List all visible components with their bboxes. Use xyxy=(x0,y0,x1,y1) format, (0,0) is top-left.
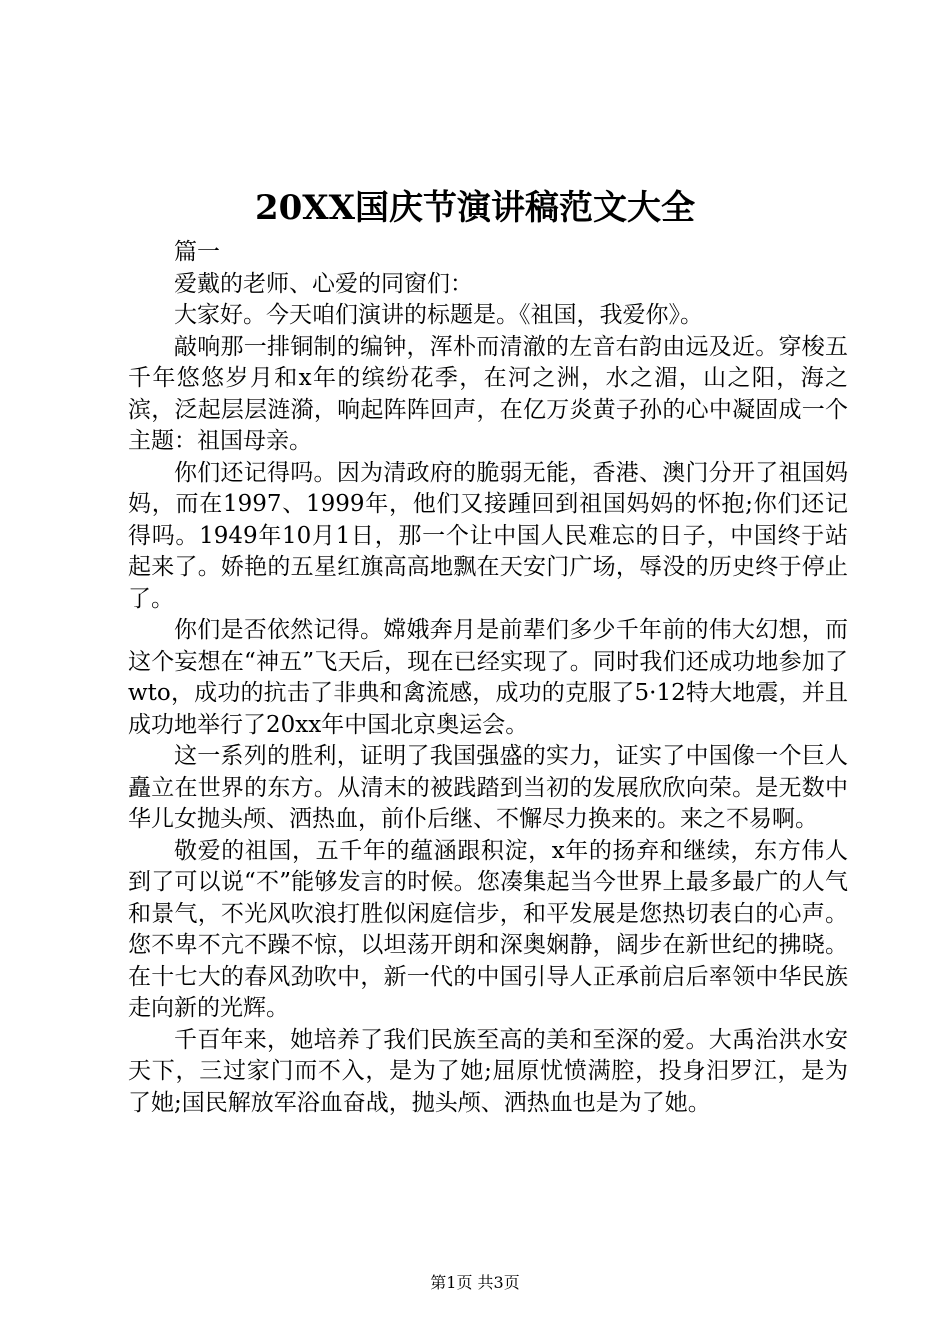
paragraph: 这一系列的胜利，证明了我国强盛的实力，证实了中国像一个巨人矗立在世界的东方。从清末的被践踏到当初的发展欣欣向荣。是无数中华儿女抛头颅、洒热血，前仆后继、不懈尽力换来的。来之不易啊。 xyxy=(128,743,848,832)
page-number-footer: 第1页 共3页 xyxy=(430,1273,520,1292)
salutation: 爱戴的老师、心爱的同窗们： xyxy=(174,270,473,297)
paragraph: 你们是否依然记得。嫦娥奔月是前辈们多少千年前的伟大幻想，而这个妄想在“神五”飞天后，现在已经实现了。同时我们还成功地参加了wto，成功的抗击了非典和禽流感，成功的克服了5·12特大地震，并且成功地举行了20xx年中国北京奥运会。 xyxy=(128,617,848,738)
paragraph: 敬爱的祖国，五千年的蕴涵跟积淀，x年的扬弃和继续，东方伟人到了可以说“不”能够发言的时候。您凑集起当今世界上最多最广的人气和景气，不光风吹浪打胜似闲庭信步，和平发展是您热切表白的心声。您不卑不亢不躁不惊，以坦荡开朗和深奥娴静，阔步在新世纪的拂晓。在十七大的春风劲吹中，新一代的中国引导人正承前启后率领中华民族走向新的光辉。 xyxy=(128,837,848,1021)
section-heading: 篇一 xyxy=(174,239,220,265)
paragraph: 千百年来，她培养了我们民族至高的美和至深的爱。大禹治洪水安天下，三过家门而不入，是为了她;屈原忧愤满腔，投身汨罗江，是为了她;国民解放军浴血奋战，抛头颅、洒热血也是为了她。 xyxy=(128,1026,848,1116)
document-title: 20XX国庆节演讲稿范文大全 xyxy=(254,188,696,228)
paragraph: 你们还记得吗。因为清政府的脆弱无能，香港、澳门分开了祖国妈妈，而在1997、1999年，他们又接踵回到祖国妈妈的怀抱;你们还记得吗。1949年10月1日，那一个让中国人民难忘的日子，中国终于站起来了。娇艳的五星红旗高高地飘在天安门广场，辱没的历史终于停止了。 xyxy=(128,459,848,612)
document-body xyxy=(128,237,848,1119)
paragraph: 敲响那一排铜制的编钟，浑朴而清澈的左音右韵由远及近。穿梭五千年悠悠岁月和x年的缤纷花季，在河之洲，水之湄，山之阳，海之滨，泛起层层涟漪，响起阵阵回声，在亿万炎黄子孙的心中凝固成一个主题：祖国母亲。 xyxy=(128,333,848,454)
paragraph: 大家好。今天咱们演讲的标题是。《祖国，我爱你》。 xyxy=(174,302,703,328)
